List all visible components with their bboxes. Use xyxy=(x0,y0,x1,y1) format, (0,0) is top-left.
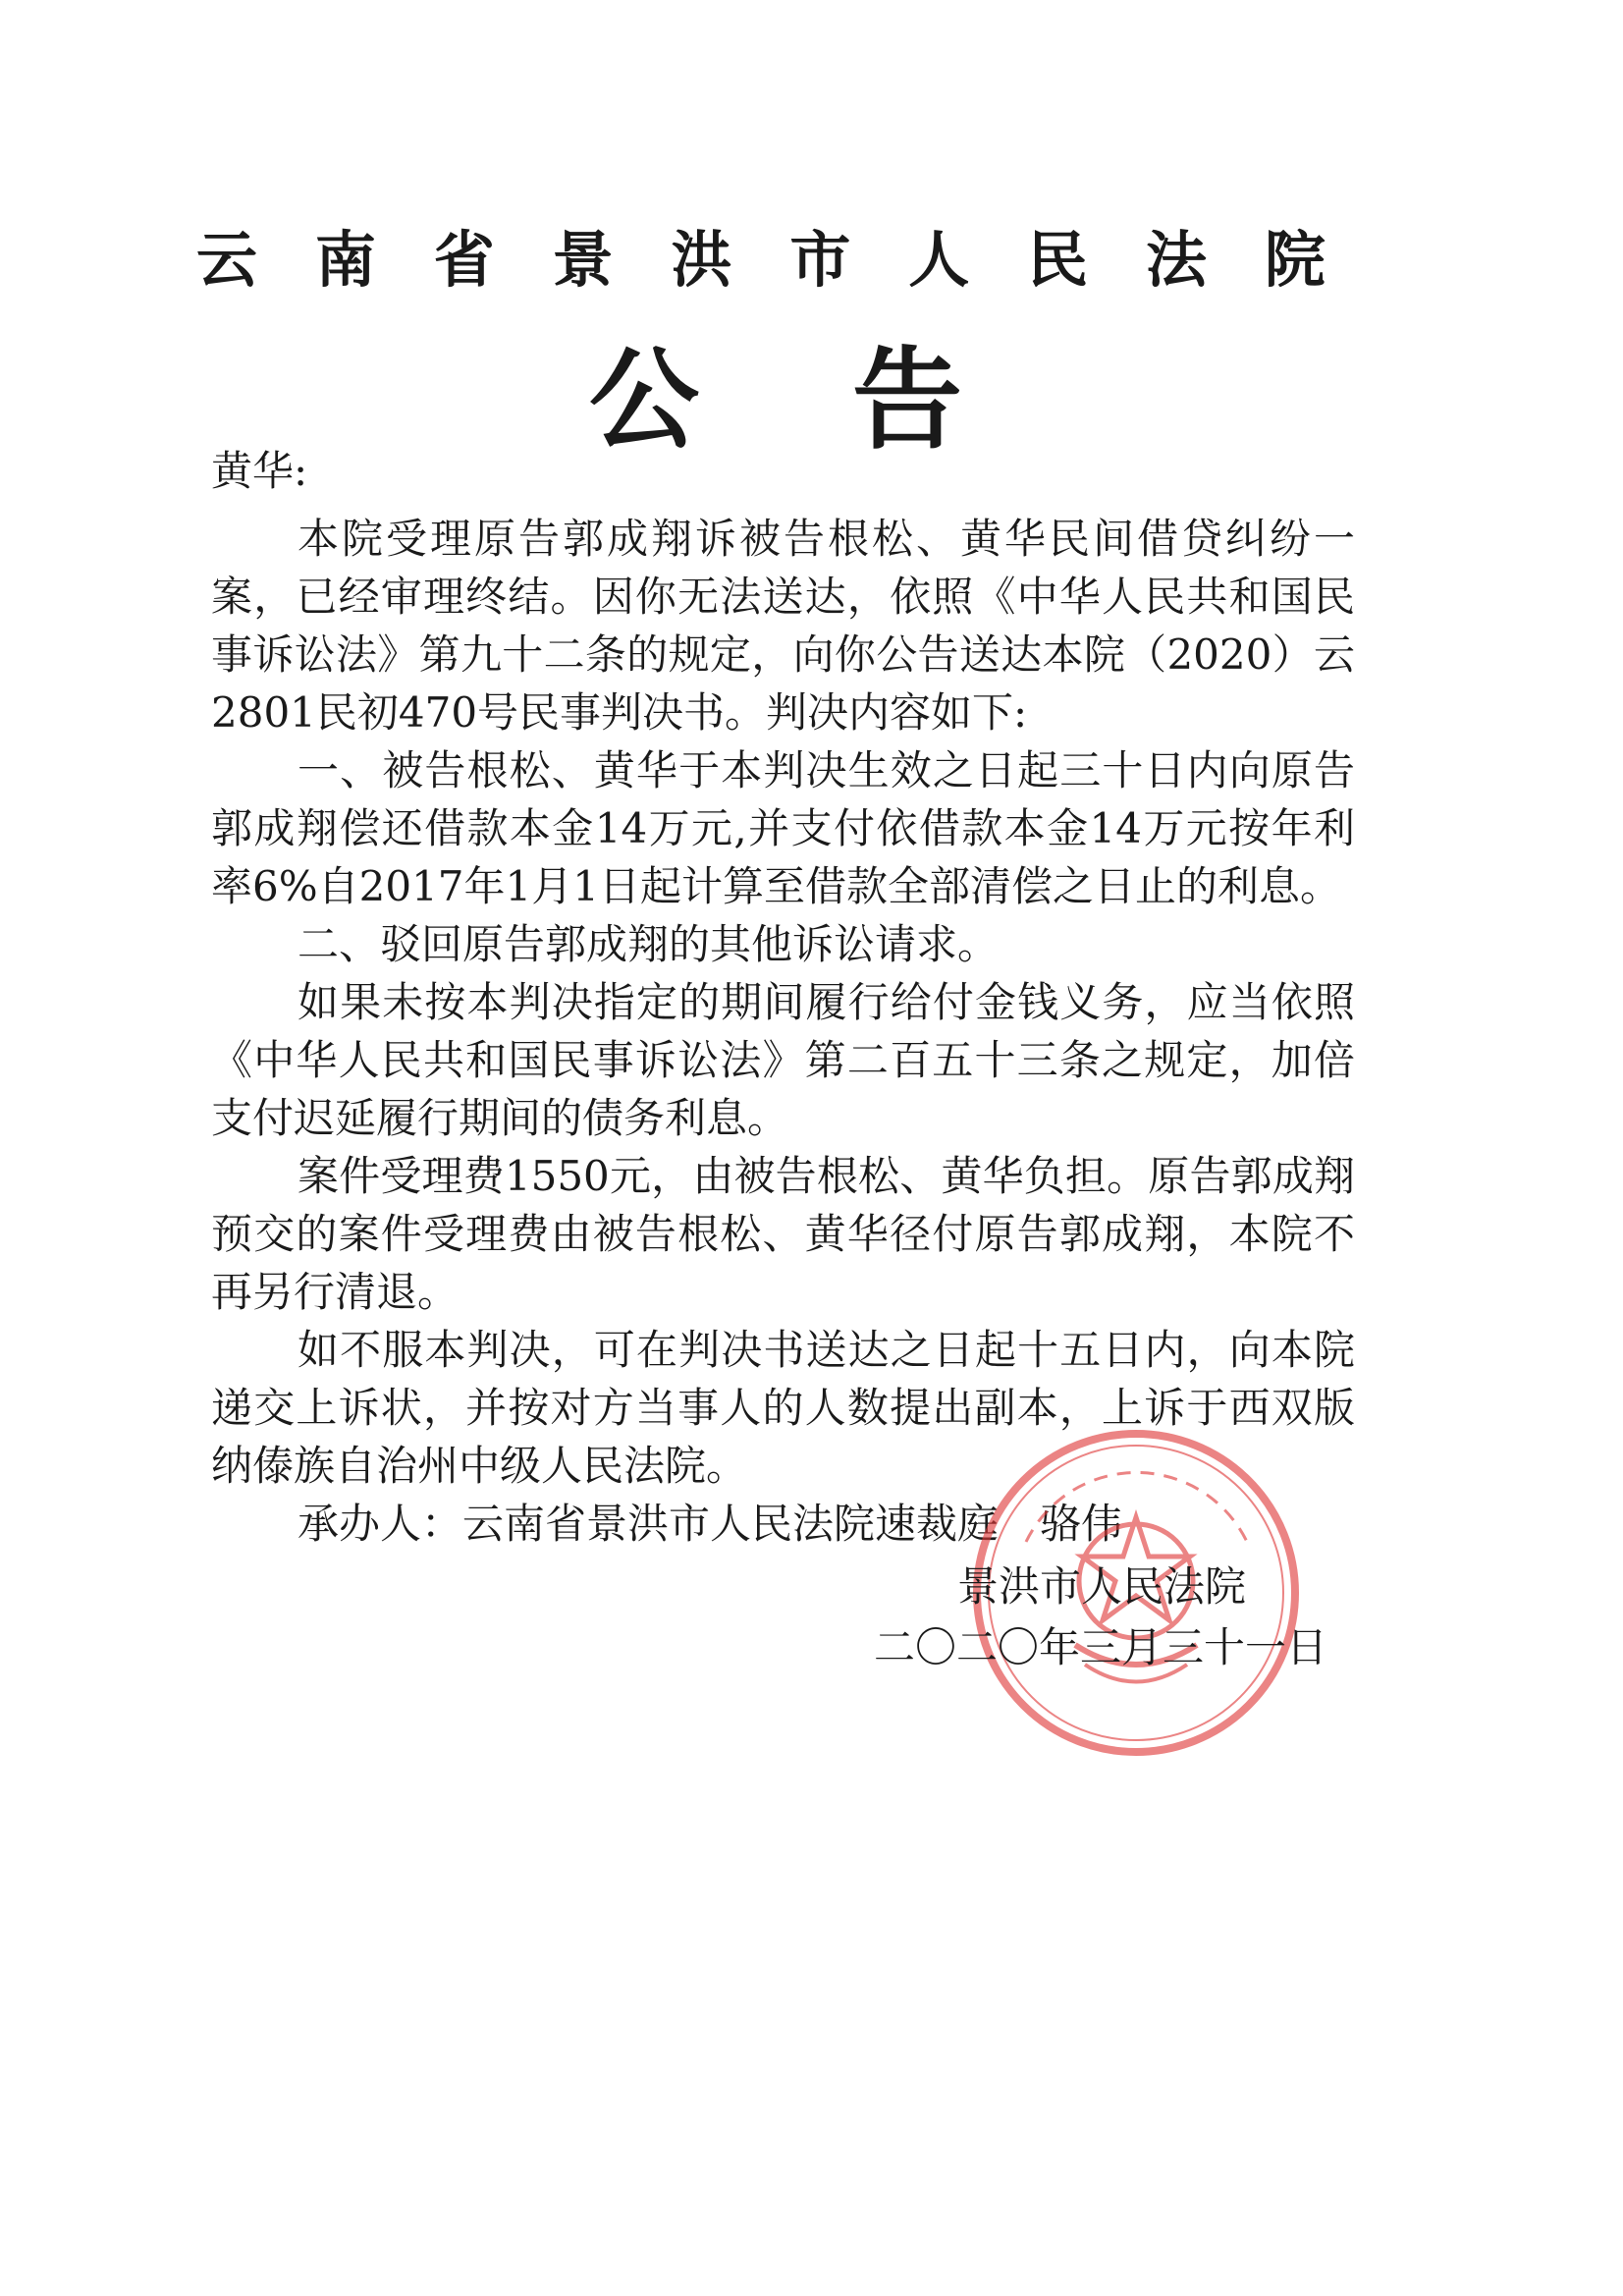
court-name-char: 云 xyxy=(196,224,258,296)
court-name-char: 洪 xyxy=(671,224,732,296)
title-char: 公 xyxy=(589,337,699,465)
court-name-char: 院 xyxy=(1264,224,1325,296)
paragraph-case-intro: 本院受理原告郭成翔诉被告根松、黄华民间借贷纠纷一案，已经审理终结。因你无法送达，依照《中华人民共和国民事诉讼法》第九十二条的规定，向你公告送达本院（2020）云2801民初470号民事判决书。判决内容如下: xyxy=(211,515,1355,737)
court-name-char: 民 xyxy=(1027,224,1089,296)
issue-date: 二〇二〇年三月三十一日 xyxy=(874,1623,1328,1671)
court-name-heading xyxy=(196,211,1325,299)
notice-body xyxy=(211,442,1355,1553)
title-char: 告 xyxy=(852,337,962,465)
court-name-char: 景 xyxy=(552,224,614,296)
paragraph-judgment-item-1: 一、被告根松、黄华于本判决生效之日起三十日内向原告郭成翔偿还借款本金14万元,并支付依借款本金14万元按年利率6%自2017年1月1日起计算至借款全部清偿之日止的利息。 xyxy=(211,746,1355,910)
paragraph-judgment-item-2: 二、驳回原告郭成翔的其他诉讼请求。 xyxy=(298,920,1000,968)
court-name-char: 市 xyxy=(789,224,851,296)
court-name-char: 人 xyxy=(908,224,970,296)
court-name-char: 法 xyxy=(1146,224,1208,296)
addressee: 黄华: xyxy=(211,447,308,495)
court-name-char: 省 xyxy=(433,224,495,296)
issuing-court: 景洪市人民法院 xyxy=(957,1562,1247,1611)
paragraph-appeal: 如不服本判决，可在判决书送达之日起十五日内，向本院递交上诉状，并按对方当事人的人数提出副本，上诉于西双版纳傣族自治州中级人民法院。 xyxy=(211,1326,1355,1490)
court-name-char: 南 xyxy=(314,224,376,296)
handler-line: 承办人：云南省景洪市人民法院速裁庭 骆伟 xyxy=(298,1500,1123,1548)
paragraph-case-fee: 案件受理费1550元，由被告根松、黄华负担。原告郭成翔预交的案件受理费由被告根松、黄华径付原告郭成翔，本院不再另行清退。 xyxy=(211,1152,1355,1316)
paragraph-late-payment: 如果未按本判决指定的期间履行给付金钱义务，应当依照《中华人民共和国民事诉讼法》第二百五十三条之规定，加倍支付迟延履行期间的债务利息。 xyxy=(211,978,1355,1142)
